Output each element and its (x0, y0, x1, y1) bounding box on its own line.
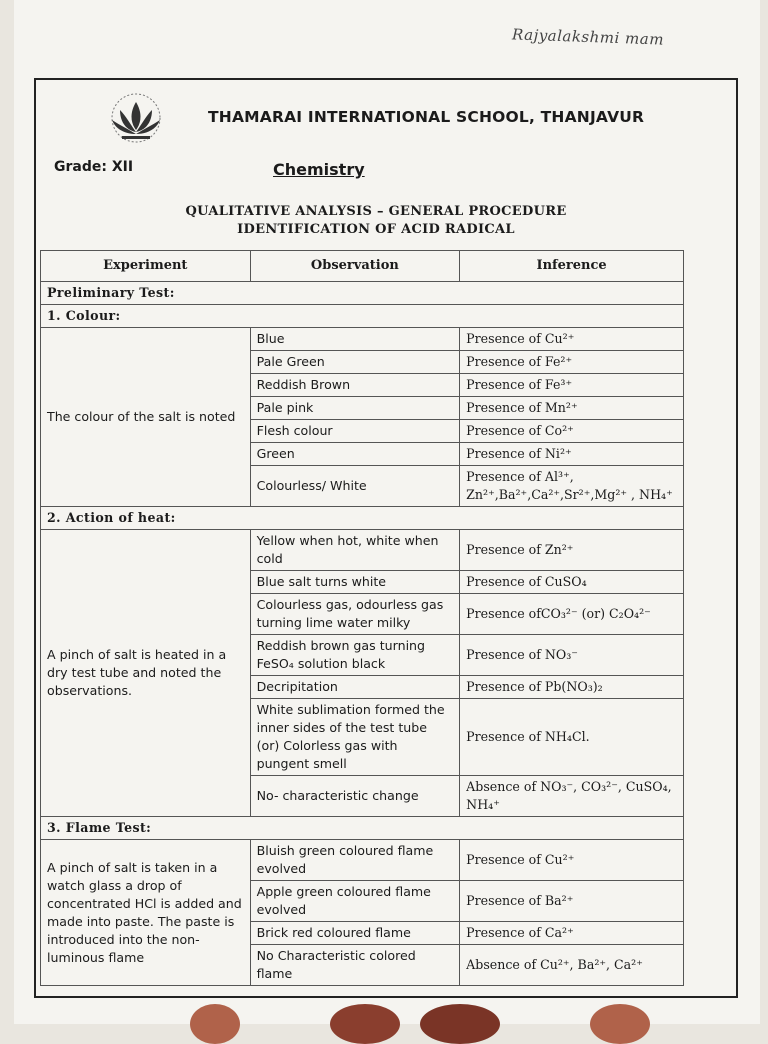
section-row (41, 282, 684, 305)
inference-cell: Presence of Pb(NO₃)₂ (460, 676, 684, 699)
observation-cell: Green (250, 443, 460, 466)
inference-cell: Presence of Ca²⁺ (460, 922, 684, 945)
observation-cell: White sublimation formed the inner sides of the test tube (or) Colorless gas with pungent smell (250, 699, 460, 776)
header-inference: Inference (460, 251, 684, 282)
header-observation: Observation (250, 251, 460, 282)
observation-cell: Bluish green coloured flame evolved (250, 840, 460, 881)
worksheet-frame (34, 78, 738, 998)
inference-cell: Presence ofCO₃²⁻ (or) C₂O₄²⁻ (460, 594, 684, 635)
inference-cell: Absence of NO₃⁻, CO₃²⁻, CuSO₄, NH₄⁺ (460, 776, 684, 817)
analysis-table (40, 250, 684, 986)
inference-cell: Presence of NO₃⁻ (460, 635, 684, 676)
observation-cell: Decripitation (250, 676, 460, 699)
heat-section-title: 2. Action of heat: (41, 507, 684, 530)
inference-cell: Presence of Zn²⁺ (460, 530, 684, 571)
school-logo-icon (100, 92, 172, 152)
school-name: THAMARAI INTERNATIONAL SCHOOL, THANJAVUR (208, 108, 645, 126)
observation-cell: No- characteristic change (250, 776, 460, 817)
table-row (41, 328, 684, 351)
inference-cell: Presence of Cu²⁺ (460, 328, 684, 351)
preliminary-test-label: Preliminary Test: (41, 282, 684, 305)
inference-cell: Presence of CuSO₄ (460, 571, 684, 594)
observation-cell: No Characteristic colored flame (250, 945, 460, 986)
grade-label: Grade: XII (54, 159, 134, 175)
table-header-row (41, 251, 684, 282)
inference-cell: Presence of Ba²⁺ (460, 881, 684, 922)
colour-experiment: The colour of the salt is noted (41, 328, 251, 507)
observation-cell: Brick red coloured flame (250, 922, 460, 945)
section-row (41, 817, 684, 840)
colour-section-title: 1. Colour: (41, 305, 684, 328)
observation-cell: Yellow when hot, white when cold (250, 530, 460, 571)
observation-cell: Colourless gas, odourless gas turning lime water milky (250, 594, 460, 635)
inference-cell: Presence of Cu²⁺ (460, 840, 684, 881)
observation-cell: Reddish Brown (250, 374, 460, 397)
inference-cell: Presence of Fe²⁺ (460, 351, 684, 374)
observation-cell: Blue salt turns white (250, 571, 460, 594)
observation-cell: Pale pink (250, 397, 460, 420)
flame-experiment: A pinch of salt is taken in a watch glass a drop of concentrated HCl is added and made into paste. The paste is introduced into the non-luminous flame (41, 840, 251, 986)
observation-cell: Reddish brown gas turning FeSO₄ solution black (250, 635, 460, 676)
document-title: QUALITATIVE ANALYSIS – GENERAL PROCEDURE (185, 204, 567, 219)
subject-title: Chemistry (273, 160, 365, 179)
inference-cell: Presence of Ni²⁺ (460, 443, 684, 466)
inference-cell: Presence of NH₄Cl. (460, 699, 684, 776)
heat-experiment: A pinch of salt is heated in a dry test tube and noted the observations. (41, 530, 251, 817)
table-row (41, 840, 684, 881)
observation-cell: Apple green coloured flame evolved (250, 881, 460, 922)
observation-cell: Blue (250, 328, 460, 351)
section-row (41, 305, 684, 328)
observation-cell: Colourless/ White (250, 466, 460, 507)
inference-cell: Absence of Cu²⁺, Ba²⁺, Ca²⁺ (460, 945, 684, 986)
table-row (41, 530, 684, 571)
inference-cell: Presence of Fe³⁺ (460, 374, 684, 397)
inference-cell: Presence of Al³⁺, Zn²⁺,Ba²⁺,Ca²⁺,Sr²⁺,Mg²⁺ , NH₄⁺ (460, 466, 684, 507)
inference-cell: Presence of Co²⁺ (460, 420, 684, 443)
document-subtitle: IDENTIFICATION OF ACID RADICAL (237, 222, 515, 237)
fingertips (190, 1004, 670, 1024)
section-row (41, 507, 684, 530)
inference-cell: Presence of Mn²⁺ (460, 397, 684, 420)
observation-cell: Pale Green (250, 351, 460, 374)
flame-section-title: 3. Flame Test: (41, 817, 684, 840)
observation-cell: Flesh colour (250, 420, 460, 443)
handwritten-signature: Rajyalakshmi mam (511, 25, 665, 49)
header-experiment: Experiment (41, 251, 251, 282)
